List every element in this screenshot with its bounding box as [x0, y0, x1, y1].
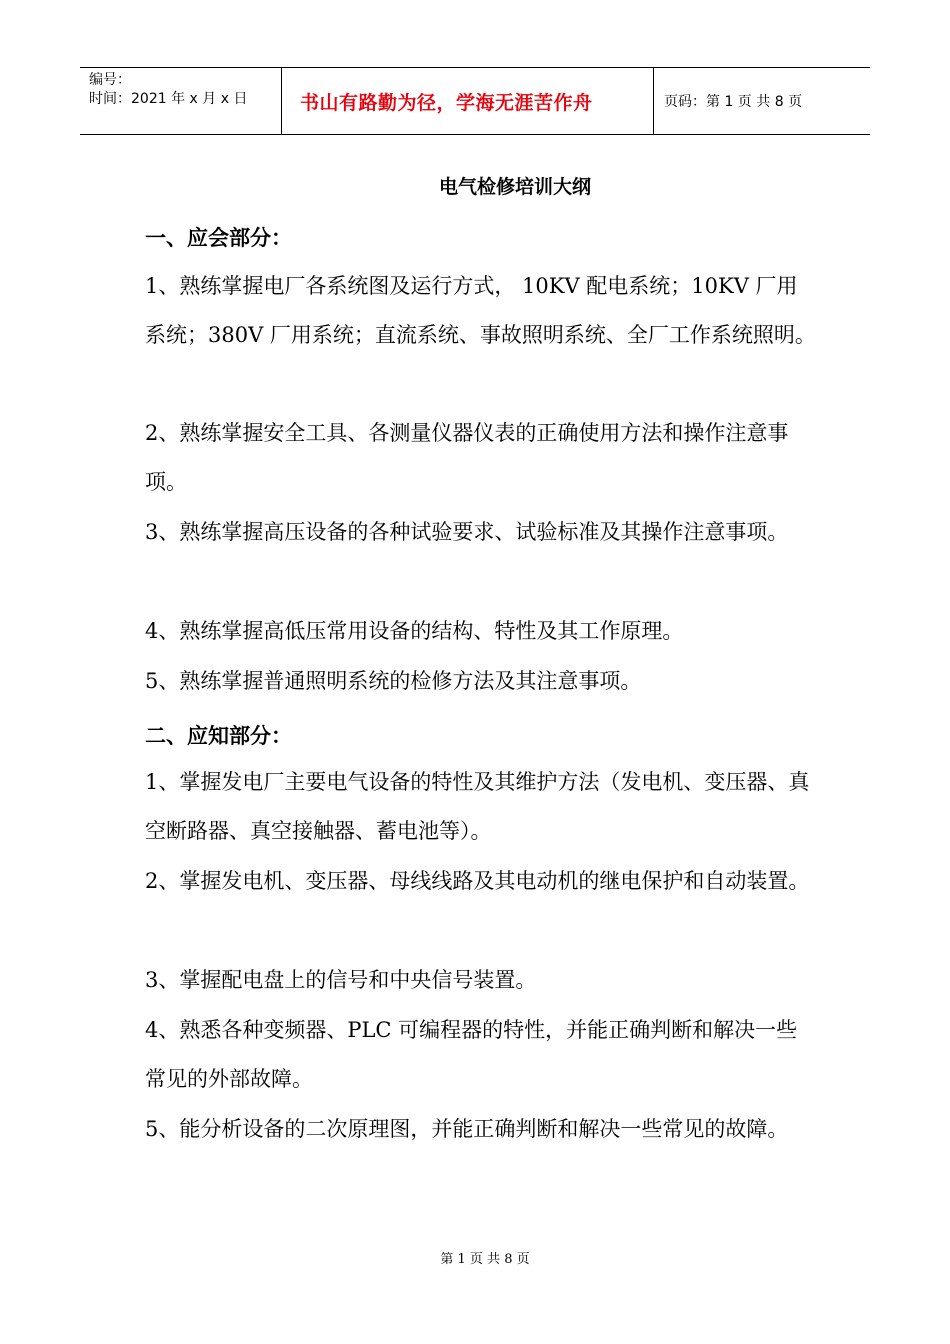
header-page-cell [654, 68, 870, 134]
list-item: 3、掌握配电盘上的信号和中央信号装置。 [145, 968, 537, 992]
list-item: 1、熟练掌握电厂各系统图及运行方式， 10KV 配电系统；10KV 厂用系统；380V 厂用系统；直流系统、事故照明系统、全厂工作系统照明。 [145, 274, 816, 347]
section-heading: 一、应会部分： [145, 226, 292, 250]
page-footer: 第 1 页 共 8 页 [440, 1252, 530, 1267]
list-item: 3、熟练掌握高压设备的各种试验要求、试验标准及其操作注意事项。 [145, 520, 789, 544]
list-item: 1、掌握发电厂主要电气设备的特性及其维护方法（发电机、变压器、真空断路器、真空接触器、蓄电池等）。 [145, 770, 810, 843]
section-heading: 二、应知部分： [145, 724, 292, 748]
list-item: 4、熟练掌握高低压常用设备的结构、特性及其工作原理。 [145, 619, 684, 643]
header-meta-cell [80, 68, 282, 134]
header-table [80, 67, 870, 135]
document-title: 电气检修培训大纲 [438, 176, 591, 198]
document-time-label: 时间：2021 年 x 月 x 日 [89, 91, 248, 107]
list-item: 4、熟悉各种变频器、PLC 可编程器的特性，并能正确判断和解决一些常见的外部故障。 [145, 1018, 798, 1091]
header-motto-cell [282, 68, 654, 134]
list-item: 2、掌握发电机、变压器、母线线路及其电动机的继电保护和自动装置。 [145, 869, 810, 893]
list-item: 5、熟练掌握普通照明系统的检修方法及其注意事项。 [145, 669, 642, 693]
header-page-number: 页码：第 1 页 共 8 页 [664, 94, 803, 110]
header-motto: 书山有路勤为径，学海无涯苦作舟 [300, 91, 593, 114]
document-number-label: 编号： [89, 72, 131, 88]
list-item: 5、能分析设备的二次原理图，并能正确判断和解决一些常见的故障。 [145, 1117, 789, 1141]
list-item: 2、熟练掌握安全工具、各测量仪器仪表的正确使用方法和操作注意事项。 [145, 421, 789, 494]
